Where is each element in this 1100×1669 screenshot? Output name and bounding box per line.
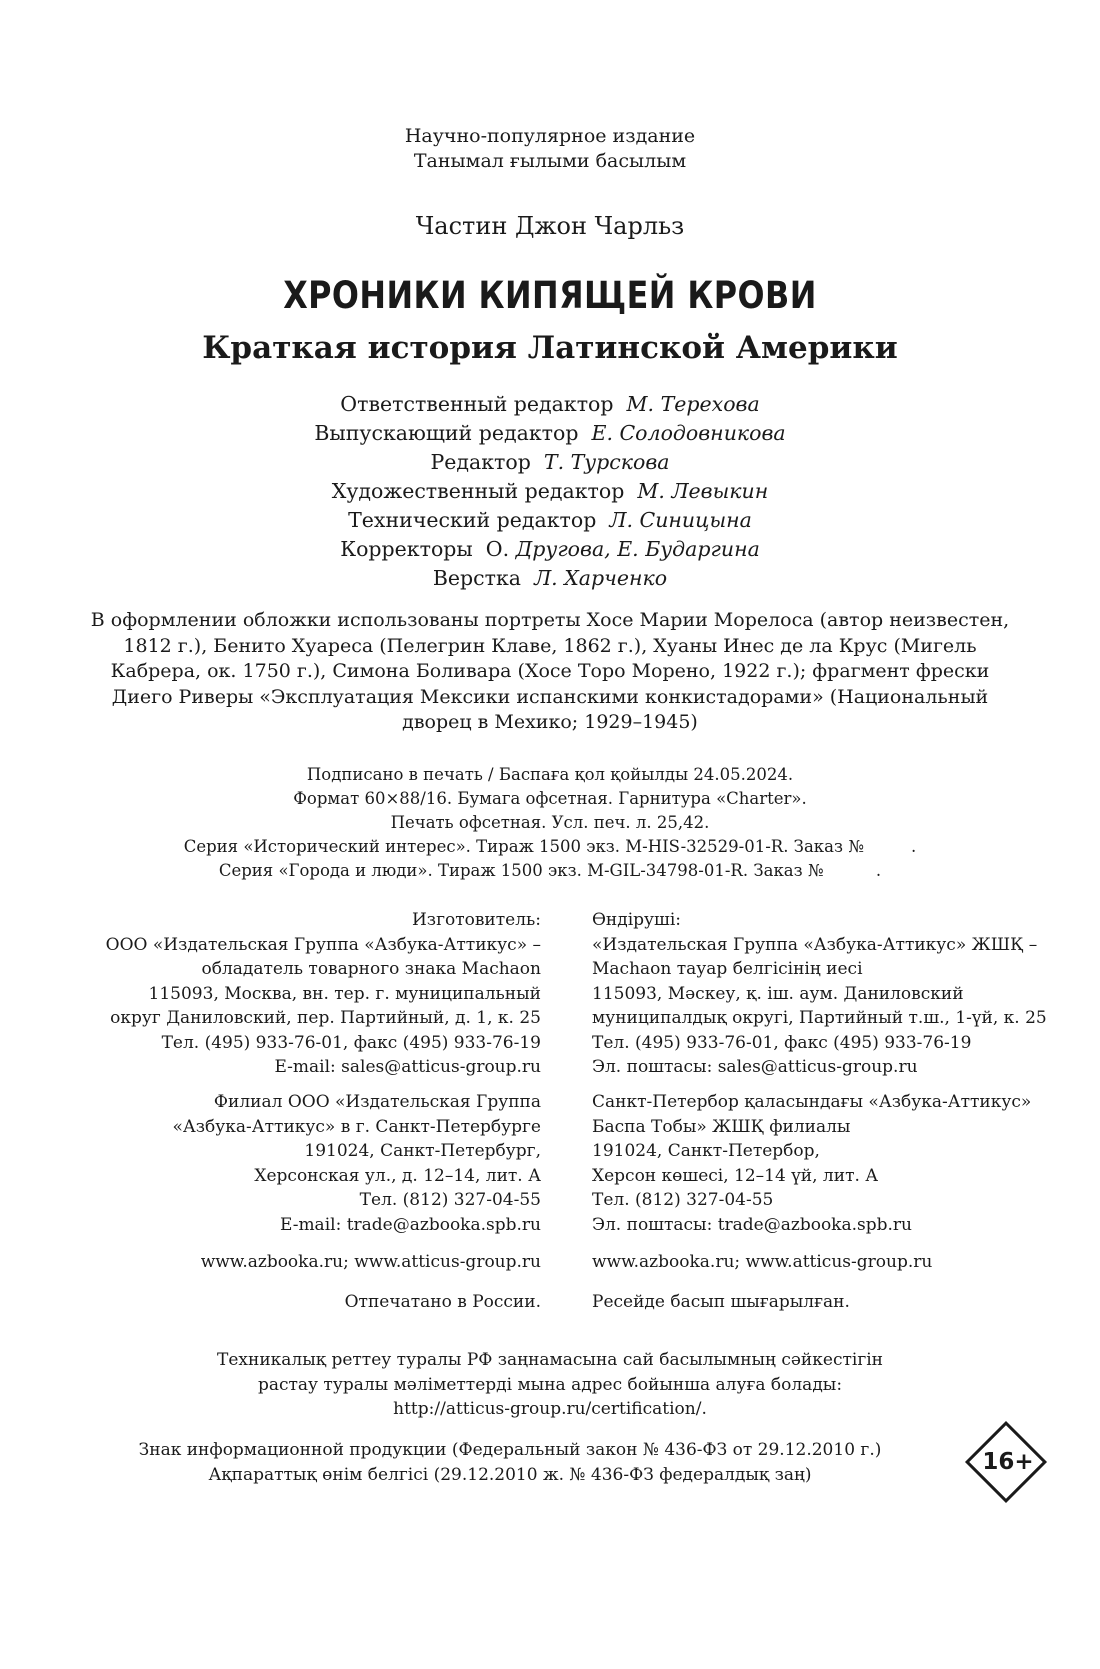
manufacturer-kz: [592, 908, 1047, 1080]
printed-in-ru: Отпечатано в России.: [344, 1292, 541, 1312]
credit-role: Технический редактор: [348, 508, 597, 532]
address-line: «Азбука-Аттикус» в г. Санкт-Петербурге: [172, 1116, 541, 1137]
address-line: Херсонская ул., д. 12–14, лит. А: [254, 1165, 541, 1186]
email-line: Эл. поштасы: trade@azbooka.spb.ru: [592, 1214, 912, 1235]
credit-person: М. Терехова: [626, 392, 760, 416]
address-line: ООО «Издательская Группа «Азбука-Аттикус» –: [105, 934, 541, 955]
cover-note-line: Кабрера, ок. 1750 г.), Симона Боливара (Хосе Торо Морено, 1922 г.); фрагмент фрески: [110, 660, 990, 682]
email-line: E-mail: sales@atticus-group.ru: [274, 1057, 541, 1077]
address-line: Филиал ООО «Издательская Группа: [213, 1092, 541, 1112]
book-subtitle: Краткая история Латинской Америки: [202, 330, 898, 366]
phone-line: Тел. (812) 327-04-55: [359, 1190, 541, 1210]
address-line: Херсон көшесі, 12–14 үй, лит. А: [592, 1165, 879, 1186]
credit-role: Художественный редактор: [331, 479, 625, 503]
age-rating-badge: 16+: [982, 1449, 1034, 1475]
cover-note-line: Диего Риверы «Эксплуатация Мексики испанскими конкистадорами» (Национальный: [111, 685, 989, 708]
certification-line: растау туралы мәліметтерді мына адрес бойынша алуға болады:: [257, 1374, 843, 1395]
credit-role: Выпускающий редактор: [314, 421, 579, 445]
address-line: 191024, Санкт-Петербор,: [592, 1141, 820, 1161]
phone-line: Тел. (812) 327-04-55: [592, 1190, 774, 1210]
certification-url: http://atticus-group.ru/certification/.: [393, 1399, 707, 1419]
info-sign-line-kz: Ақпараттық өнім белгісі (29.12.2010 ж. № 436-ФЗ федералдық заң): [208, 1464, 812, 1485]
author-name: Частин Джон Чарльз: [415, 212, 685, 240]
print-info: [0, 763, 1100, 883]
printed-in-kz: Ресейде басып шығарылған.: [592, 1292, 850, 1312]
credit-role: Корректоры: [340, 537, 473, 561]
credits-list: [0, 390, 1100, 593]
print-info-line: Подписано в печать / Баспаға қол қойылды 24.05.2024.: [306, 765, 794, 784]
credit-person: Т. Турскова: [543, 450, 670, 474]
manufacturer-label: Изготовитель:: [411, 910, 541, 930]
manufacturer-label: Өндіруші:: [592, 910, 682, 930]
cover-note-line: В оформлении обложки использованы портреты Хосе Марии Морелоса (автор неизвестен,: [90, 609, 1010, 631]
address-line: «Издательская Группа «Азбука-Аттикус» ЖШҚ –: [592, 934, 1038, 955]
phone-line: Тел. (495) 933-76-01, факс (495) 933-76-19: [161, 1032, 541, 1053]
info-sign-line-ru: Знак информационной продукции (Федеральный закон № 436-ФЗ от 29.12.2010 г.): [138, 1440, 882, 1460]
credit-role: Редактор: [430, 450, 531, 474]
credit-line: [0, 506, 1100, 535]
branch-kz: [592, 1090, 1031, 1237]
websites-kz: www.azbooka.ru; www.atticus-group.ru: [592, 1252, 933, 1272]
cover-note-line: 1812 г.), Бенито Хуареса (Пелегрин Клаве, 1862 г.), Хуаны Инес де ла Крус (Мигель: [123, 634, 977, 657]
branch-ru: [172, 1090, 541, 1237]
address-line: муниципалдық округі, Партийный т.ш., 1-үй, к. 25: [592, 1008, 1047, 1028]
manufacturer-ru: [106, 908, 541, 1080]
credit-person: Е. Солодовникова: [591, 421, 786, 445]
address-line: 191024, Санкт-Петербург,: [304, 1141, 541, 1161]
address-line: Machaon тауар белгісінің иесі: [592, 959, 863, 979]
print-info-line: Серия «Города и люди». Тираж 1500 экз. M-GIL-34798-01-R. Заказ № .: [218, 861, 882, 880]
credit-line: [0, 477, 1100, 506]
credit-person: Другова, Е. Бударгина: [515, 537, 760, 561]
email-line: E-mail: trade@azbooka.spb.ru: [279, 1214, 541, 1235]
print-info-line: Печать офсетная. Усл. печ. л. 25,42.: [390, 813, 710, 832]
print-info-line: Серия «Исторический интерес». Тираж 1500 экз. M-HIS-32529-01-R. Заказ № .: [183, 837, 917, 856]
info-sign-text: [0, 1438, 1020, 1487]
credit-person: Л. Синицына: [609, 508, 752, 532]
certification-line: Техникалық реттеу туралы РФ заңнамасына сай басылымның сәйкестігін: [217, 1350, 883, 1370]
credit-line: [0, 390, 1100, 419]
address-line: 115093, Мәскеу, қ. іш. аум. Даниловский: [592, 983, 964, 1004]
credit-person: Л. Харченко: [534, 566, 668, 590]
credit-role: Ответственный редактор: [340, 392, 614, 416]
genre-ru: Научно-популярное издание: [404, 125, 696, 147]
address-line: обладатель товарного знака Machaon: [201, 959, 541, 979]
cover-note: [90, 608, 1010, 736]
print-info-line: Формат 60×88/16. Бумага офсетная. Гарнитура «Charter».: [293, 789, 807, 808]
certification-note: [0, 1348, 1100, 1422]
credit-line: [0, 535, 1100, 564]
address-line: Баспа Тобы» ЖШҚ филиалы: [592, 1116, 851, 1137]
credit-line: [0, 419, 1100, 448]
phone-line: Тел. (495) 933-76-01, факс (495) 933-76-19: [592, 1032, 972, 1053]
book-title: ХРОНИКИ КИПЯЩЕЙ КРОВИ: [283, 274, 817, 317]
credit-line: [0, 448, 1100, 477]
address-line: Санкт-Петербор қаласындағы «Азбука-Аттикус»: [592, 1092, 1032, 1112]
address-line: округ Даниловский, пер. Партийный, д. 1, к. 25: [110, 1008, 541, 1028]
credit-person: М. Левыкин: [637, 479, 769, 503]
email-line: Эл. поштасы: sales@atticus-group.ru: [592, 1057, 918, 1077]
cover-note-line: дворец в Мехико; 1929–1945): [402, 711, 698, 733]
websites-ru: www.azbooka.ru; www.atticus-group.ru: [200, 1252, 541, 1272]
credit-person-initial: О.: [485, 537, 510, 561]
genre-kz: Танымал ғылыми басылым: [413, 150, 687, 172]
address-line: 115093, Москва, вн. тер. г. муниципальный: [148, 983, 541, 1004]
credit-line: [0, 564, 1100, 593]
credit-role: Верстка: [432, 566, 522, 590]
